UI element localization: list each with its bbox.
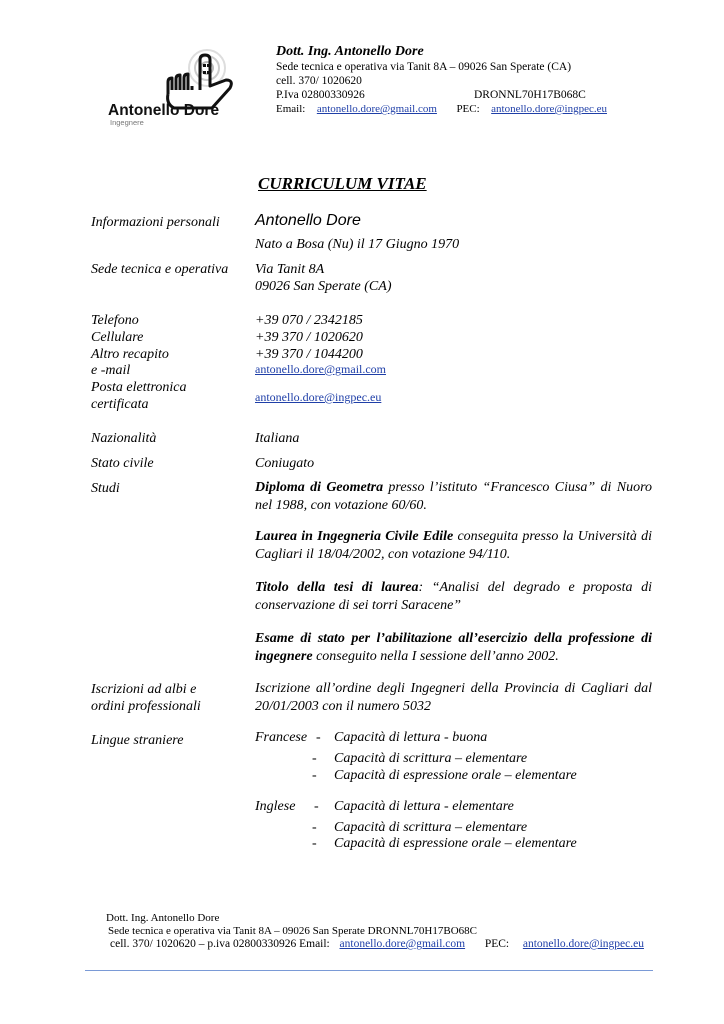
- hand-tower-logo-icon: [104, 46, 244, 130]
- header-address: Sede tecnica e operativa via Tanit 8A – 09026 San Sperate (CA): [276, 61, 572, 73]
- label-sede: Sede tecnica e operativa: [91, 262, 229, 277]
- label-pec-line1: Posta elettronica: [91, 380, 187, 395]
- lingua-francese-dash: -: [316, 730, 321, 745]
- lingua-inglese-dash: -: [314, 799, 319, 814]
- address-line1: Via Tanit 8A: [255, 262, 325, 277]
- studi-diploma-text: presso l’istituto “Francesco Ciusa” di Nuoro nel 1988, con votazione 60/60.: [255, 480, 653, 513]
- francese-orale-dash: -: [312, 768, 317, 783]
- footer-address: Sede tecnica e operativa via Tanit 8A – 09026 San Sperate DRONNL70H17BO68C: [108, 925, 477, 937]
- label-nazionalita: Nazionalità: [91, 431, 157, 446]
- studi-diploma-title: Diploma di Geometra: [255, 480, 384, 495]
- header-cf: DRONNL70H17B068C: [474, 89, 586, 101]
- studi-laurea-text: conseguita presso la Università di Cagliari il 18/04/2002, con votazione 94/110.: [255, 529, 652, 562]
- label-email: e -mail: [91, 363, 131, 378]
- label-telefono: Telefono: [91, 313, 139, 328]
- header-email-label: Email:: [276, 103, 306, 115]
- label-personal-info: Informazioni personali: [91, 215, 220, 230]
- studi-esame-title: Esame di stato per l’abilitazione all’esercizio della professione di ingegnere: [255, 631, 652, 664]
- inglese-scrittura-dash: -: [312, 820, 317, 835]
- inglese-orale-dash: -: [312, 836, 317, 851]
- pec-link[interactable]: antonello.dore@ingpec.eu: [255, 390, 382, 404]
- footer-pec-link[interactable]: antonello.dore@ingpec.eu: [522, 938, 644, 950]
- header-contacts: [276, 102, 607, 116]
- inglese-lettura: Capacità di lettura - elementare: [334, 799, 514, 814]
- label-pec-line2: certificata: [91, 397, 149, 412]
- header-piva: P.Iva 02800330926: [276, 89, 365, 101]
- address-line2: 09026 San Sperate (CA): [255, 279, 392, 294]
- altro-recapito-value: +39 370 / 1044200: [255, 347, 363, 362]
- header-pec-link[interactable]: antonello.dore@ingpec.eu: [491, 103, 607, 115]
- francese-lettura: Capacità di lettura - buona: [334, 730, 488, 745]
- telefono-value: +39 070 / 2342185: [255, 313, 363, 328]
- francese-scrittura: Capacità di scrittura – elementare: [334, 751, 528, 766]
- studi-laurea: [255, 528, 652, 564]
- studi-tesi: [255, 579, 652, 615]
- cellulare-value: +39 370 / 1020620: [255, 330, 363, 345]
- label-stato-civile: Stato civile: [91, 456, 154, 471]
- header-pec-label: PEC:: [456, 103, 480, 115]
- studi-esame-text: conseguito nella I sessione dell’anno 2002.: [312, 649, 559, 664]
- lingua-inglese-name: Inglese: [255, 799, 296, 814]
- footer-cell-piva: cell. 370/ 1020620 – p.iva 02800330926 Email:: [110, 938, 330, 950]
- label-studi: Studi: [91, 481, 120, 496]
- document-title: CURRICULUM VITAE: [258, 174, 427, 193]
- logo-subtitle: Ingegnere: [110, 118, 144, 127]
- studi-diploma: [255, 479, 652, 515]
- studi-tesi-title: Titolo della tesi di laurea: [255, 580, 419, 595]
- studi-laurea-title: Laurea in Ingegneria Civile Edile: [255, 529, 454, 544]
- inglese-scrittura: Capacità di scrittura – elementare: [334, 820, 528, 835]
- footer-rule: [85, 970, 653, 971]
- birth-info: Nato a Bosa (Nu) il 17 Giugno 1970: [255, 237, 460, 252]
- label-altro-recapito: Altro recapito: [91, 347, 169, 362]
- footer-pec-label: PEC:: [484, 938, 510, 950]
- lingua-francese-name: Francese: [255, 730, 308, 745]
- stato-civile-value: Coniugato: [255, 456, 315, 471]
- footer-contacts: [110, 938, 644, 951]
- company-logo: [104, 46, 244, 130]
- footer-email-link[interactable]: antonello.dore@gmail.com: [339, 938, 466, 950]
- logo-name: Antonello Dore: [108, 102, 220, 119]
- label-albi-line1: Iscrizioni ad albi e: [91, 682, 197, 697]
- inglese-orale: Capacità di espressione orale – elementare: [334, 836, 577, 851]
- email-link[interactable]: antonello.dore@gmail.com: [255, 362, 387, 376]
- studi-tesi-text: : “Analisi del degrado e proposta di conservazione di sei torri Saracene”: [255, 580, 652, 613]
- header-cell: cell. 370/ 1020620: [276, 75, 362, 87]
- nazionalita-value: Italiana: [255, 431, 300, 446]
- header-name: Dott. Ing. Antonello Dore: [276, 44, 424, 59]
- label-lingue: Lingue straniere: [91, 733, 184, 748]
- francese-orale: Capacità di espressione orale – elementare: [334, 768, 577, 783]
- label-albi-line2: ordini professionali: [91, 699, 201, 714]
- francese-scrittura-dash: -: [312, 751, 317, 766]
- full-name: Antonello Dore: [255, 212, 361, 229]
- header-email-link[interactable]: antonello.dore@gmail.com: [316, 103, 437, 115]
- studi-esame: [255, 630, 652, 666]
- footer-name: Dott. Ing. Antonello Dore: [106, 912, 220, 924]
- albi-text: Iscrizione all’ordine degli Ingegneri della Provincia di Cagliari dal 20/01/2003 con il numero 5032: [255, 681, 652, 714]
- label-cellulare: Cellulare: [91, 330, 144, 345]
